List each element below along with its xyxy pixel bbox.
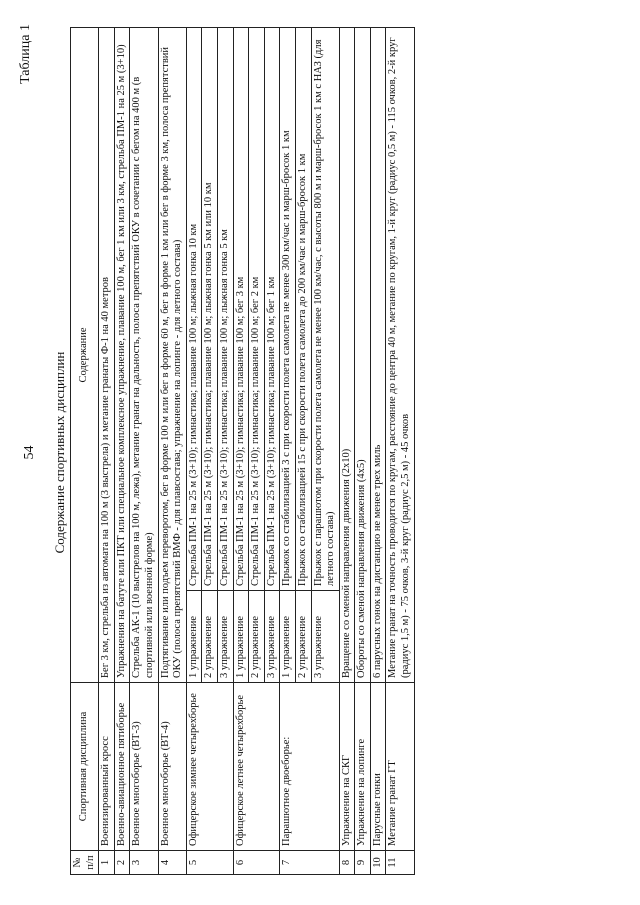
row-number: 5 [186,851,233,875]
row-number: 10 [370,851,386,875]
table-row [114,28,130,875]
discipline-name: Военное многоборье (ВТ-4) [158,683,186,851]
row-number: 2 [114,851,130,875]
exercise-label: 2 упражнение [202,591,218,683]
exercise-label: 3 упражнение [217,591,233,683]
discipline-content: Подтягивание или подъем переворотом, бег в форме 100 м или бег в форме 60 м, бег в форме 1 км или бег в форме 3 км, полоса препятствий ОКУ (полоса препятствий ВМФ - для плавсостава; упражнение на лопинге - для летного состава) [158,28,186,683]
exercise-content: Прыжок со стабилизацией 3 с при скорости полета самолета не менее 300 км/час и марш-бросок 1 км [280,28,296,591]
discipline-content: Бег 3 км, стрельба из автомата на 100 м (3 выстрела) и метание гранаты Ф-1 на 40 метров [99,28,115,683]
exercise-content: Стрельба ПМ-1 на 25 м (3+10); гимнастика; плавание 100 м; лыжная гонка 5 км или 10 км [202,28,218,591]
exercise-content: Прыжок со стабилизацией 15 с при скорости полета самолета до 200 км/час и марш-бросок 1 км [295,28,311,591]
discipline-name: Офицерское летнее четырехборье [233,683,280,851]
discipline-name: Военное многоборье (ВТ-3) [130,683,158,851]
table-body [99,28,414,875]
header-content: Содержание [71,28,99,683]
row-number: 8 [339,851,355,875]
exercise-label: 3 упражнение [264,591,280,683]
discipline-content: Метание гранат на точность проводится по кругам, расстояние до центра 40 м, метание по кругам, 1-й круг (радиус 0,5 м) - 115 очков, 2-й круг (радиус 1,5 м) - 75 очков, 3-й круг (радиус 2,5 м) - 45 очков [386,28,414,683]
discipline-name: Парусные гонки [370,683,386,851]
table-row [186,28,202,875]
table-row [280,28,296,875]
discipline-content: Стрельба АК-1 (10 выстрелов на 100 м, лежа), метание гранат на дальность, полоса препятствий ОКУ в сочетании с бегом на 400 м (в спортивной или военной форме) [130,28,158,683]
table-row [355,28,371,875]
disciplines-table [70,27,415,875]
discipline-content: 6 парусных гонок на дистанцию не менее трех миль [370,28,386,683]
table-row [158,28,186,875]
discipline-content: Обороты со сменой направления движения (4х5) [355,28,371,683]
table-row [386,28,414,875]
discipline-name: Метание гранат ГТ [386,683,414,851]
discipline-name: Военизированный кросс [99,683,115,851]
exercise-content: Стрельба ПМ-1 на 25 м (3+10); гимнастика; плавание 100 м; бег 3 км [233,28,249,591]
exercise-content: Стрельба ПМ-1 на 25 м (3+10); гимнастика; плавание 100 м; бег 1 км [264,28,280,591]
page-number: 54 [22,445,37,460]
discipline-name: Упражнение на лопинге [355,683,371,851]
exercise-content: Стрельба ПМ-1 на 25 м (3+10); гимнастика; плавание 100 м; бег 2 км [249,28,265,591]
table-row [99,28,115,875]
discipline-name: Парашютное двоеборье: [280,683,339,851]
table-row [339,28,355,875]
row-number: 7 [280,851,339,875]
discipline-name: Упражнение на СКГ [339,683,355,851]
table-title: Содержание спортивных дисциплин [52,351,67,554]
exercise-label: 1 упражнение [186,591,202,683]
discipline-content: Упражнения на батуте или ПКТ или специальное комплексное упражнение, плавание 100 м, бег 1 км или 3 км, стрельба ПМ-1 на 25 м (3+10) [114,28,130,683]
table-row [233,28,249,875]
exercise-label: 1 упражнение [233,591,249,683]
discipline-name: Офицерское зимнее четырехборье [186,683,233,851]
row-number: 1 [99,851,115,875]
header-num: № п/п [71,851,99,875]
exercise-label: 2 упражнение [249,591,265,683]
exercise-label: 1 упражнение [280,591,296,683]
table-row [130,28,158,875]
exercise-content: Прыжок с парашютом при скорости полета самолета не менее 100 км/час, с высоты 800 м и марш-бросок 1 км с НАЗ (для летного состава) [311,28,339,591]
table-row [370,28,386,875]
row-number: 6 [233,851,280,875]
row-number: 9 [355,851,371,875]
discipline-name: Военно-авиационное пятиборье [114,683,130,851]
header-discipline: Спортивная дисциплина [71,683,99,851]
discipline-content: Вращение со сменой направления движения (2х10) [339,28,355,683]
exercise-label: 2 упражнение [295,591,311,683]
row-number: 4 [158,851,186,875]
exercise-content: Стрельба ПМ-1 на 25 м (3+10); гимнастика; плавание 100 м; лыжная гонка 10 км [186,28,202,591]
row-number: 11 [386,851,414,875]
exercise-label: 3 упражнение [311,591,339,683]
header-row [71,28,99,875]
exercise-content: Стрельба ПМ-1 на 25 м (3+10); гимнастика; плавание 100 м; лыжная гонка 5 км [217,28,233,591]
table-label: Таблица 1 [18,24,33,84]
row-number: 3 [130,851,158,875]
